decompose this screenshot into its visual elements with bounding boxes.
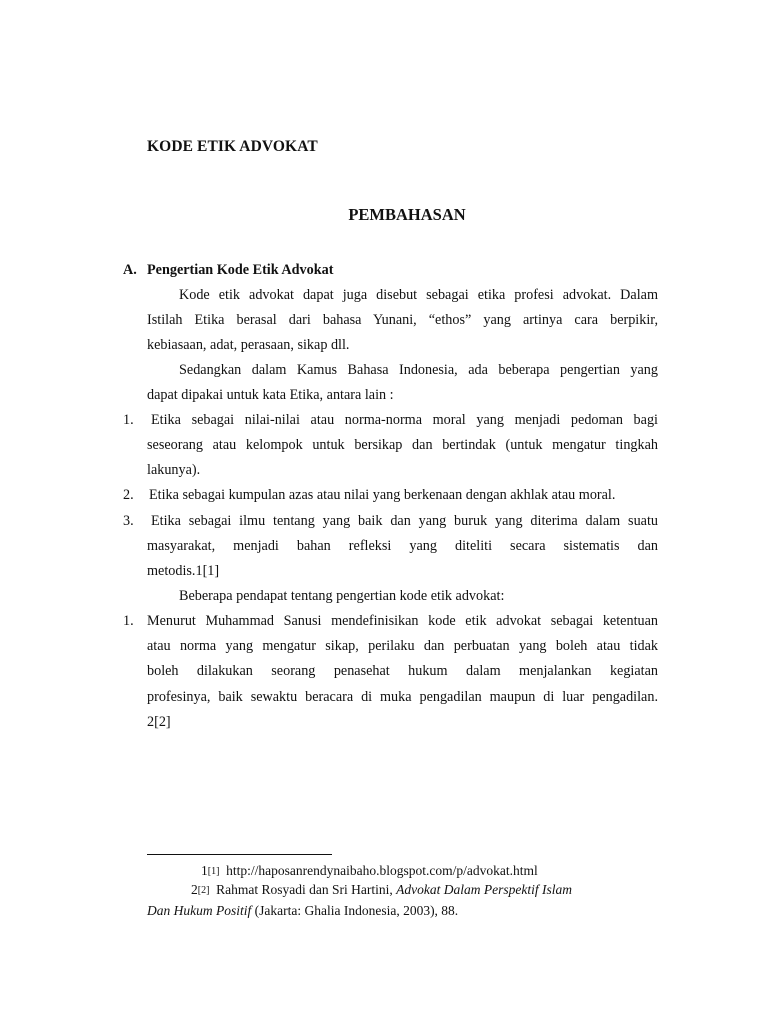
footnote-separator: [147, 854, 332, 855]
footnote-2-text-before: Rahmat Rosyadi dan Sri Hartini,: [216, 882, 397, 897]
subsection-heading: Pengertian Kode Etik Advokat: [147, 262, 334, 278]
footnote-2-italic-1: Advokat Dalam Perspektif Islam: [396, 882, 572, 897]
footnote-2: [191, 881, 572, 899]
footnote-1: [201, 862, 538, 880]
paragraph3-line1: Beberapa pendapat tentang pengertian kode etik advokat:: [179, 588, 505, 604]
paragraph2-line1: Sedangkan dalam Kamus Bahasa Indonesia, ada beberapa pengertian yang: [179, 362, 658, 378]
footnote-1-sup: [1]: [207, 866, 220, 877]
list1-item1-line1: Etika sebagai nilai-nilai atau norma-norma moral yang menjadi pedoman bagi: [151, 412, 658, 428]
document-title: KODE ETIK ADVOKAT: [147, 138, 318, 155]
paragraph2-line2: dapat dipakai untuk kata Etika, antara lain :: [147, 387, 394, 403]
footnote-2-sup: [2]: [197, 885, 210, 896]
list1-item3-line2: masyarakat, menjadi bahan refleksi yang diteliti secara sistematis dan: [147, 538, 658, 554]
paragraph1-line3: kebiasaan, adat, perasaan, sikap dll.: [147, 337, 350, 353]
paragraph1-line2: Istilah Etika berasal dari bahasa Yunani, “ethos” yang artinya cara berpikir,: [147, 312, 658, 328]
paragraph1-line1: Kode etik advokat dapat juga disebut sebagai etika profesi advokat. Dalam: [179, 287, 658, 303]
footnote-1-text: http://haposanrendynaibaho.blogspot.com/p/advokat.html: [226, 863, 538, 878]
list2-item1-line4: profesinya, baik sewaktu beracara di muka pengadilan maupun di luar pengadilan.: [147, 689, 658, 705]
list2-item1-line2: atau norma yang mengatur sikap, perilaku dan perbuatan yang boleh atau tidak: [147, 638, 658, 654]
list1-item2-line1: Etika sebagai kumpulan azas atau nilai yang berkenaan dengan akhlak atau moral.: [149, 487, 616, 503]
list2-item1-line1: Menurut Muhammad Sanusi mendefinisikan kode etik advokat sebagai ketentuan: [147, 613, 658, 629]
list1-item1-line2: seseorang atau kelompok untuk bersikap dan bertindak (untuk mengatur tingkah: [147, 437, 658, 453]
list2-item1-line5: 2[2]: [147, 714, 171, 730]
list2-item1-number: 1.: [123, 613, 134, 629]
list1-item1-number: 1.: [123, 412, 134, 428]
section-title: PEMBAHASAN: [348, 205, 466, 224]
list1-item3-number: 3.: [123, 513, 134, 529]
list2-item1-line3: boleh dilakukan seorang penasehat hukum dalam menjalankan kegiatan: [147, 663, 658, 679]
list1-item1-line3: lakunya).: [147, 462, 201, 478]
footnote-2-italic-2: Dan Hukum Positif: [147, 903, 252, 918]
list1-item2-number: 2.: [123, 487, 134, 503]
footnote-1-mark: 1: [201, 863, 208, 878]
footnote-2-mark: 2: [191, 882, 198, 897]
subsection-marker: A.: [123, 262, 137, 278]
footnote-2-continued: [147, 902, 458, 919]
list1-item3-line3: metodis.1[1]: [147, 563, 220, 579]
footnote-2-text-after: (Jakarta: Ghalia Indonesia, 2003), 88.: [251, 903, 459, 918]
list1-item3-line1: Etika sebagai ilmu tentang yang baik dan yang buruk yang diterima dalam suatu: [151, 513, 658, 529]
